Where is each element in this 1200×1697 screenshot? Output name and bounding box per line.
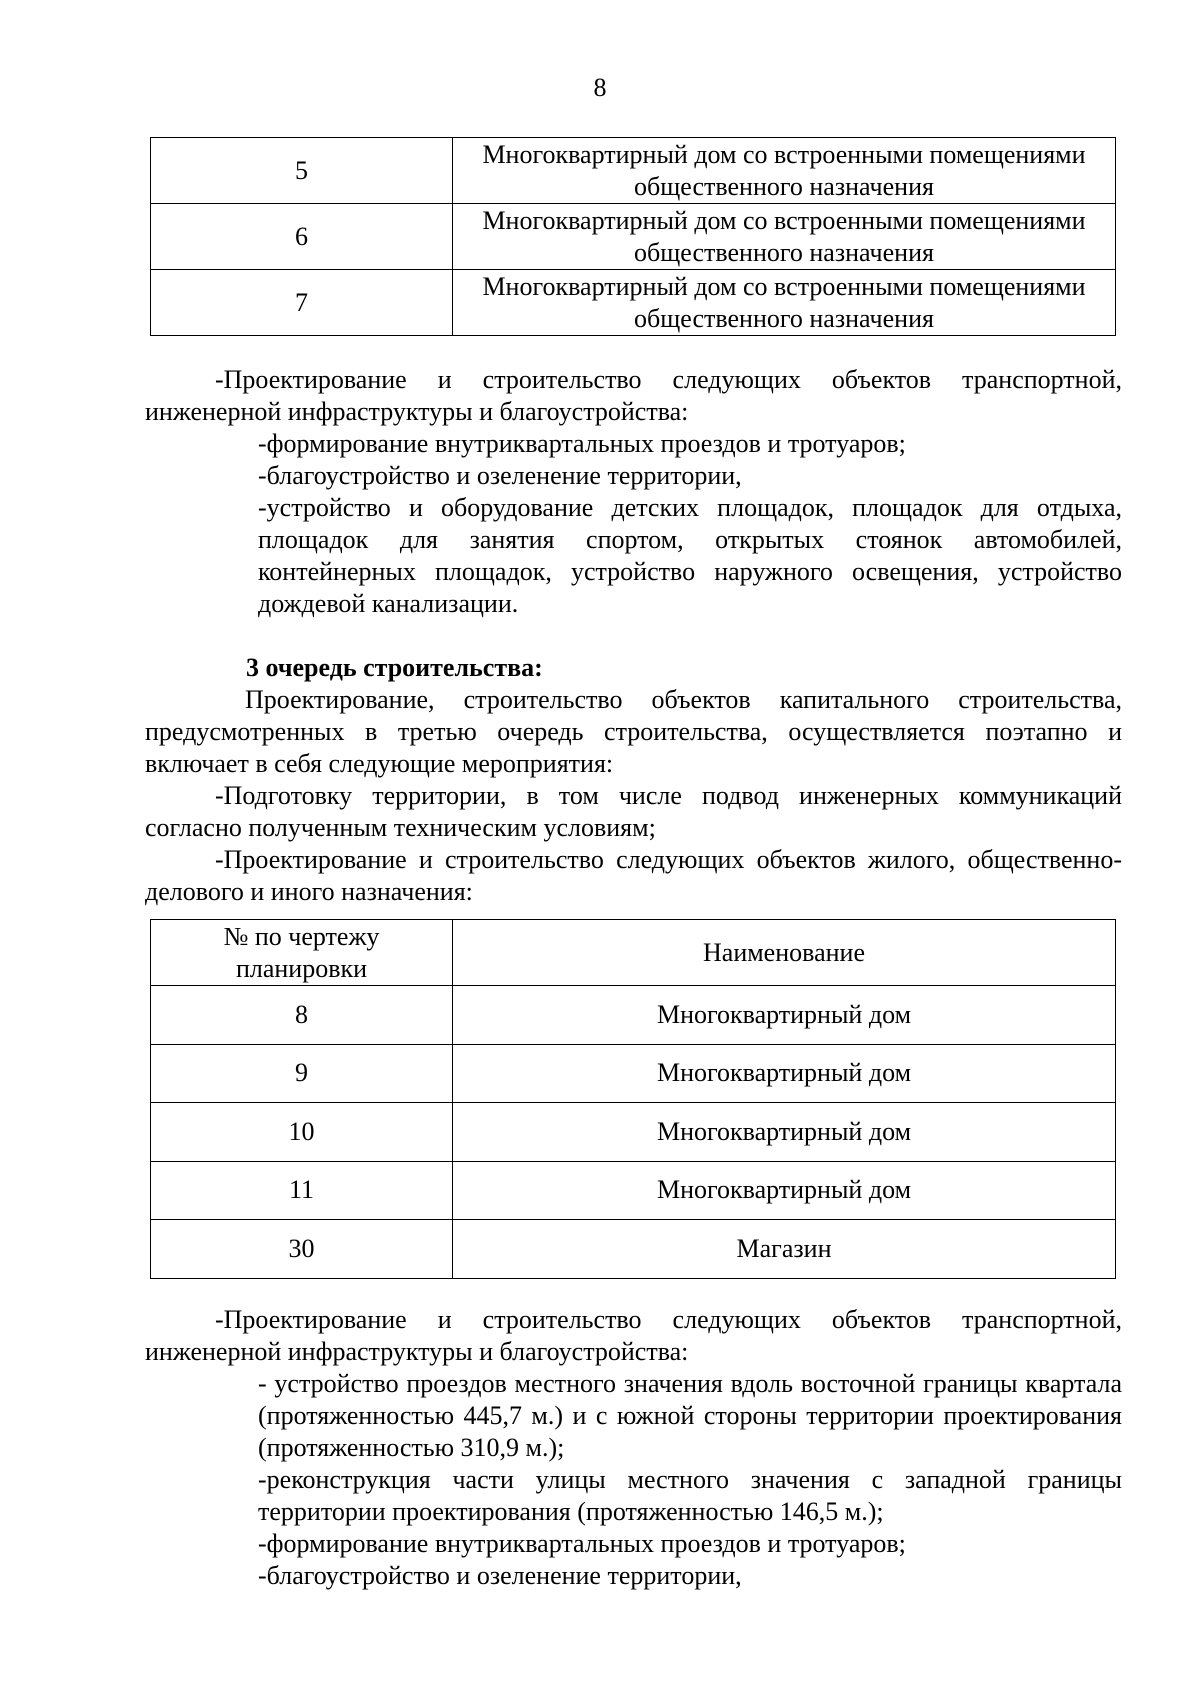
list-item: -формирование внутриквартальных проездов и тротуаров; xyxy=(258,1529,906,1558)
paragraph: -Проектирование и строительство следующих объектов жилого, общественно-делового и иного назначения: xyxy=(145,845,1122,906)
table-row xyxy=(151,138,1116,204)
section-heading: 3 очередь строительства: xyxy=(246,653,543,682)
table-row xyxy=(151,1103,1116,1162)
row-name: Многоквартирный дом со встроенными помещениями общественного назначения xyxy=(453,270,1116,336)
row-number: 6 xyxy=(151,204,453,270)
row-number: 7 xyxy=(151,270,453,336)
row-name: Многоквартирный дом xyxy=(453,1044,1116,1103)
page-number: 8 xyxy=(593,73,607,102)
table-row xyxy=(151,986,1116,1045)
list-item: -благоустройство и озеленение территории, xyxy=(258,461,742,490)
column-header-name: Наименование xyxy=(453,920,1116,986)
row-number: 9 xyxy=(151,1044,453,1103)
table-header-row xyxy=(151,920,1116,986)
table-row xyxy=(151,270,1116,336)
row-name: Магазин xyxy=(453,1220,1116,1279)
list-item: -благоустройство и озеленение территории, xyxy=(258,1561,742,1590)
list-item: -реконструкция части улицы местного значения с западной границы территории проектирования (протяженностью 146,5 м.); xyxy=(258,1465,1122,1526)
objects-table xyxy=(150,919,1116,1279)
list-item: -устройство и оборудование детских площадок, площадок для отдыха, площадок для занятия спортом, открытых стоянок автомобилей, контейнерных площадок, устройство наружного освещения, устройство дождевой канализации. xyxy=(258,493,1122,618)
row-number: 11 xyxy=(151,1161,453,1220)
infrastructure-intro: -Проектирование и строительство следующих объектов транспортной, инженерной инфраструктуры и благоустройства: xyxy=(145,365,1122,426)
row-name: Многоквартирный дом xyxy=(453,1161,1116,1220)
paragraph: Проектирование, строительство объектов капитального строительства, предусмотренных в третью очередь строительства, осуществляется поэтапно и включает в себя следующие мероприятия: xyxy=(145,685,1122,778)
row-number: 5 xyxy=(151,138,453,204)
table-row xyxy=(151,204,1116,270)
infrastructure-intro: -Проектирование и строительство следующих объектов транспортной, инженерной инфраструктуры и благоустройства: xyxy=(145,1305,1122,1366)
row-number: 30 xyxy=(151,1220,453,1279)
paragraph: -Подготовку территории, в том числе подвод инженерных коммуникаций согласно полученным техническим условиям; xyxy=(145,781,1122,842)
table-row xyxy=(151,1044,1116,1103)
objects-table-continued xyxy=(150,137,1116,336)
row-name: Многоквартирный дом со встроенными помещениями общественного назначения xyxy=(453,204,1116,270)
list-item: -формирование внутриквартальных проездов и тротуаров; xyxy=(258,429,906,458)
row-name: Многоквартирный дом xyxy=(453,1103,1116,1162)
table-row xyxy=(151,1161,1116,1220)
list-item: - устройство проездов местного значения вдоль восточной границы квартала (протяженностью 445,7 м.) и с южной стороны территории проектирования (протяженностью 310,9 м.); xyxy=(258,1369,1122,1462)
table-row xyxy=(151,1220,1116,1279)
row-name: Многоквартирный дом со встроенными помещениями общественного назначения xyxy=(453,138,1116,204)
column-header-number: № по чертежу планировки xyxy=(151,920,453,986)
row-name: Многоквартирный дом xyxy=(453,986,1116,1045)
row-number: 10 xyxy=(151,1103,453,1162)
row-number: 8 xyxy=(151,986,453,1045)
